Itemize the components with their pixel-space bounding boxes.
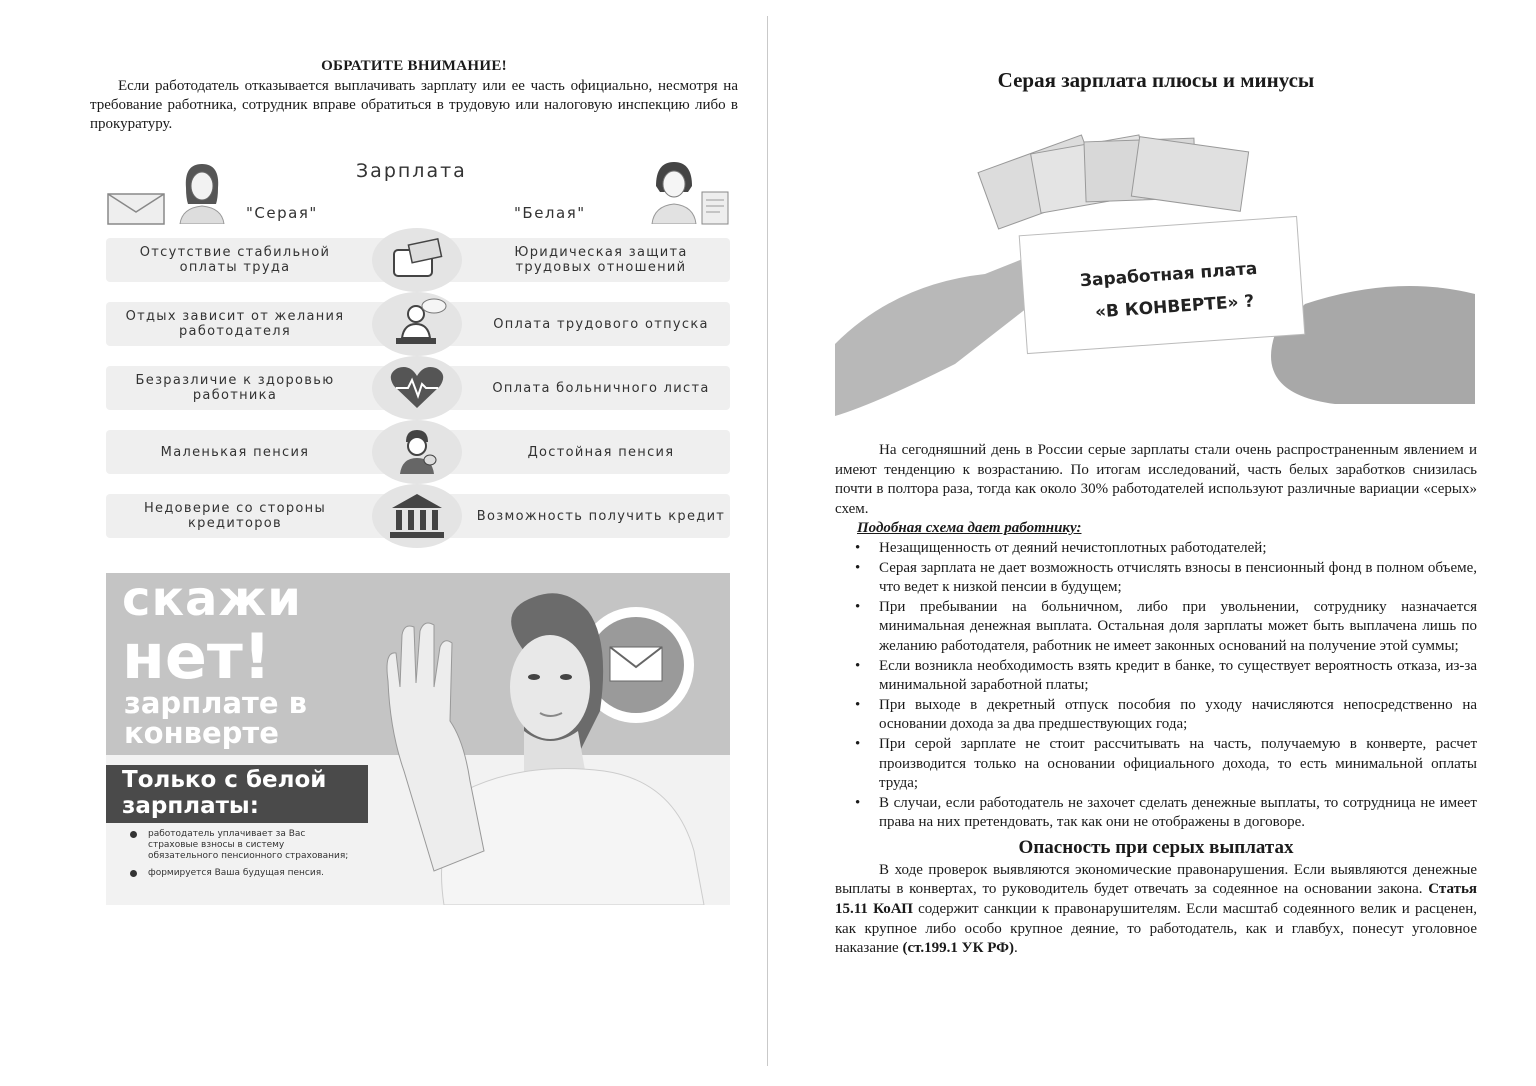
- white-column-header: "Белая": [514, 204, 586, 222]
- woman-stop-gesture-image: [374, 591, 714, 905]
- bank-icon: [372, 484, 462, 548]
- documents-icon: [696, 188, 736, 228]
- list-item: • Незащищенность от деяний нечистоплотных работодателей;: [835, 539, 1477, 559]
- poster-bullets: [124, 829, 354, 885]
- salary-infographic: [106, 158, 738, 598]
- poster-line-2: нет!: [122, 620, 272, 693]
- poster-line-1: скажи: [122, 573, 302, 627]
- page-fold: [767, 16, 768, 1066]
- poster-line-4: Только с белой зарплаты:: [122, 767, 327, 819]
- list-subheading: Подобная схема дает работнику:: [857, 520, 1082, 537]
- comparison-row: [106, 296, 730, 352]
- list-item: • При выходе в декретный отпуск пособия по уходу начисляются непосредственно на основании дохода за два предшествующих года;: [835, 696, 1477, 735]
- white-item: Достойная пенсия: [527, 444, 675, 460]
- poster-bullet: формируется Ваша будущая пенсия.: [124, 868, 354, 879]
- intro-paragraph: На сегодняшний день в России серые зарплаты стали очень распространенным явлением и имеют тенденцию к возрастанию. По итогам исследований, часть белых заработков снизилась почти в полтора раза, тогда как около 30% работодателей используют различные вариации «серых» схем.: [835, 442, 1477, 517]
- worker-desk-icon: [372, 292, 462, 356]
- poster-bullet: работодатель уплачивает за Вас страховые взносы в систему обязательного пенсионного страхования;: [124, 829, 354, 862]
- envelope-icon: [106, 190, 168, 228]
- happy-woman-icon: [644, 158, 704, 224]
- attention-text: Если работодатель отказывается выплачивать зарплату или ее часть официально, несмотря на требование работника, сотрудник вправе обратиться в трудовую или налоговую инспекцию либо в прокуратуру.: [90, 78, 738, 132]
- comparison-row: [106, 488, 730, 544]
- grey-item: Маленькая пенсия: [160, 444, 310, 460]
- page-title: Серая зарплата плюсы и минусы: [997, 68, 1315, 92]
- pensioner-icon: [372, 420, 462, 484]
- white-item: Юридическая защита трудовых отношений: [514, 245, 688, 275]
- left-page: [90, 58, 738, 1068]
- right-page: [835, 60, 1477, 1070]
- article-body: [835, 441, 1477, 959]
- grey-item: Отдых зависит от желания работодателя: [125, 309, 345, 339]
- grey-item: Безразличие к здоровью работника: [135, 373, 335, 403]
- photo-caption-line-1: Заработная плата: [1079, 258, 1258, 292]
- comparison-row: [106, 424, 730, 480]
- law-reference: (ст.199.1 УК РФ): [902, 940, 1015, 957]
- infographic-title: Зарплата: [356, 160, 467, 182]
- white-item: Возможность получить кредит: [476, 508, 726, 524]
- grey-item: Отсутствие стабильной оплаты труда: [139, 245, 331, 275]
- wallet-icon: [372, 228, 462, 292]
- grey-item: Недоверие со стороны кредиторов: [143, 501, 327, 531]
- photo-caption-line-2: «В КОНВЕРТЕ» ?: [1094, 291, 1255, 323]
- grey-column-header: "Серая": [246, 204, 318, 222]
- white-item: Оплата больничного листа: [492, 380, 710, 396]
- list-item: • При пребывании на больничном, либо при увольнении, сотруднику назначается минимальная денежная выплата. Остальная доля зарплаты может быть выплачена лишь по желанию работодателя, работник не имеет законных оснований на получение этой суммы;: [835, 598, 1477, 657]
- white-item: Оплата трудового отпуска: [493, 316, 709, 332]
- consequences-list: [835, 539, 1477, 833]
- comparison-row: [106, 232, 730, 288]
- comparison-row: [106, 360, 730, 416]
- list-item: • Если возникла необходимость взять кредит в банке, то существует вероятность отказа, из-за минимальной заработной платы;: [835, 657, 1477, 696]
- attention-title: ОБРАТИТЕ ВНИМАНИЕ!: [321, 58, 507, 74]
- danger-paragraph: В ходе проверок выявляются экономические правонарушения. Если выявляются денежные выплаты в конвертах, то руководитель будет отвечать за содеянное на основании закона. Статья 15.11 КоАП содержит санкции к правонарушителям. Если масштаб содеянного велик и расценен, как крупное либо особо крупное деяние, то работодатель, как и главбух, понесут уголовное наказание (ст.199.1 УК РФ).: [835, 861, 1477, 957]
- heart-pulse-icon: [372, 356, 462, 420]
- law-reference: Статья 15.11 КоАП: [835, 881, 1477, 918]
- sad-woman-icon: [172, 158, 232, 224]
- list-item: • В случаи, если работодатель не захочет сделать денежные выплаты, то сотрудница не имеет права на них претендовать, так как они не отображены в договоре.: [835, 794, 1477, 833]
- list-item: • При серой зарплате не стоит рассчитывать на часть, получаемую в конверте, расчет производится только на основании официального дохода, то есть минимальной оплаты труда;: [835, 735, 1477, 794]
- poster-line-3: зарплате в конверте: [124, 686, 307, 750]
- poster-say-no: [106, 573, 730, 905]
- danger-heading: Опасность при серых выплатах: [1018, 836, 1294, 858]
- envelope-salary-photo: [835, 134, 1475, 416]
- list-item: • Серая зарплата не дает возможность отчислять взносы в пенсионный фонд в полном объеме, что ведет к низкой пенсии в будущем;: [835, 559, 1477, 598]
